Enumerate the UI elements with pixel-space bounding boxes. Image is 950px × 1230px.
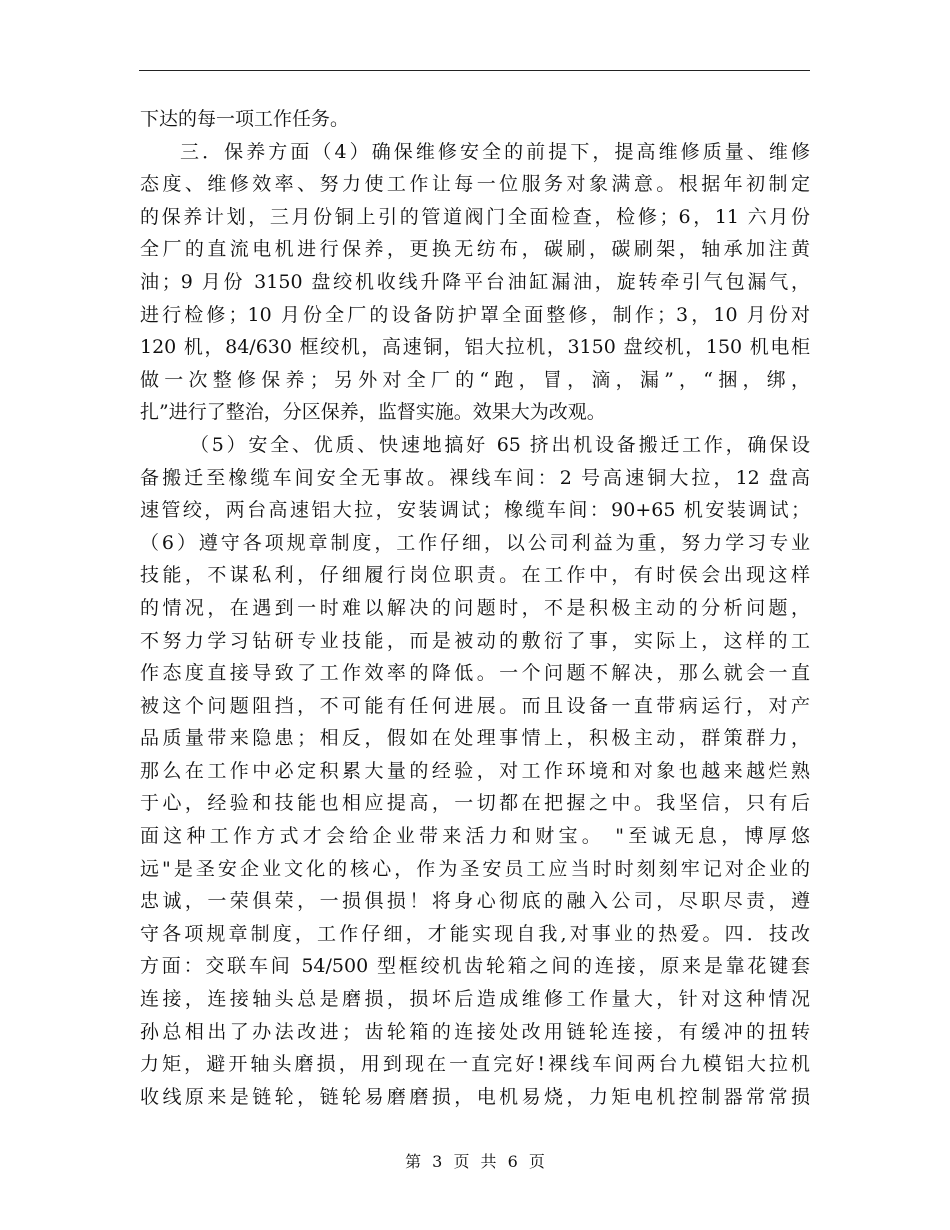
text-line: 被这个问题阻挡，不可能有任何进展。而且设备一直带病运行，对产	[140, 694, 810, 717]
text-line: 面这种工作方式才会给企业带来活力和财宝。 "至诚无息，博厚悠	[140, 825, 810, 848]
header-rule	[139, 70, 810, 71]
text-line: 孙总相出了办法改进；齿轮箱的连接处改用链轮连接，有缓冲的扭转	[140, 1020, 810, 1043]
text-line: 油；9 月份 3150 盘绞机收线升降平台油缸漏油，旋转牵引气包漏气，	[140, 270, 810, 293]
page-footer: 第 3 页 共 6 页	[405, 1152, 545, 1171]
text-line: 备搬迁至橡缆车间安全无事故。裸线车间：2 号高速铜大拉，12 盘高	[140, 466, 810, 489]
text-line: 品质量带来隐患；相反，假如在处理事情上，积极主动，群策群力，	[140, 727, 810, 750]
text-line: 守各项规章制度，工作仔细，才能实现自我,对事业的热爱。四．技改	[140, 922, 810, 945]
text-line: 收线原来是链轮，链轮易磨磨损，电机易烧，力矩电机控制器常常损	[140, 1085, 810, 1108]
text-line: 的保养计划，三月份铜上引的管道阀门全面检查，检修；6，11 六月份	[140, 205, 810, 228]
text-line: 忠诚，一荣俱荣，一损俱损！将身心彻底的融入公司，尽职尽责，遵	[140, 890, 810, 913]
text-line: 于心，经验和技能也相应提高，一切都在把握之中。我坚信，只有后	[140, 792, 810, 815]
text-line: 扎”进行了整治，分区保养，监督实施。效果大为改观。	[140, 401, 606, 424]
text-line: 力矩，避开轴头磨损，用到现在一直完好!裸线车间两台九模铝大拉机	[140, 1053, 810, 1076]
text-line: 120 机，84/630 框绞机，高速铜，铝大拉机，3150 盘绞机，150 机电柜	[140, 336, 810, 359]
text-line: 的情况，在遇到一时难以解决的问题时，不是积极主动的分析问题，	[140, 596, 810, 619]
document-body	[140, 103, 810, 1113]
text-line: 作态度直接导致了工作效率的降低。一个问题不解决，那么就会一直	[140, 662, 810, 685]
text-line: 全厂的直流电机进行保养，更换无纺布，碳刷，碳刷架，轴承加注黄	[140, 238, 810, 261]
text-line: 技能，不谋私利，仔细履行岗位职责。在工作中，有时侯会出现这样	[140, 564, 810, 587]
text-line: 做一次整修保养；另外对全厂的“跑，冒，滴，漏”，“捆，绑，	[140, 368, 810, 391]
text-line: 远"是圣安企业文化的核心，作为圣安员工应当时时刻刻牢记对企业的	[140, 857, 810, 880]
text-line: 不努力学习钻研专业技能，而是被动的敷衍了事，实际上，这样的工	[140, 629, 810, 652]
text-line: 下达的每一项工作任务。	[140, 108, 350, 130]
text-line: 进行检修；10 月份全厂的设备防护罩全面整修，制作；3，10 月份对	[140, 303, 810, 326]
text-line: 方面：交联车间 54/500 型框绞机齿轮箱之间的连接，原来是靠花键套	[140, 955, 810, 978]
text-line: 那么在工作中必定积累大量的经验，对工作环境和对象也越来越烂熟	[140, 759, 810, 782]
text-line: 三．保养方面（4）确保维修安全的前提下，提高维修质量、维修	[180, 140, 810, 163]
text-line: 连接，连接轴头总是磨损，损坏后造成维修工作量大，针对这种情况	[140, 988, 810, 1011]
text-line: 速管绞，两台高速铝大拉，安装调试；橡缆车间：90+65 机安装调试；	[140, 499, 810, 522]
text-line: （6）遵守各项规章制度，工作仔细，以公司利益为重，努力学习专业	[140, 531, 810, 554]
text-line: 态度、维修效率、努力使工作让每一位服务对象满意。根据年初制定	[140, 173, 810, 196]
text-line: （5）安全、优质、快速地搞好 65 挤出机设备搬迁工作，确保设	[190, 433, 810, 456]
